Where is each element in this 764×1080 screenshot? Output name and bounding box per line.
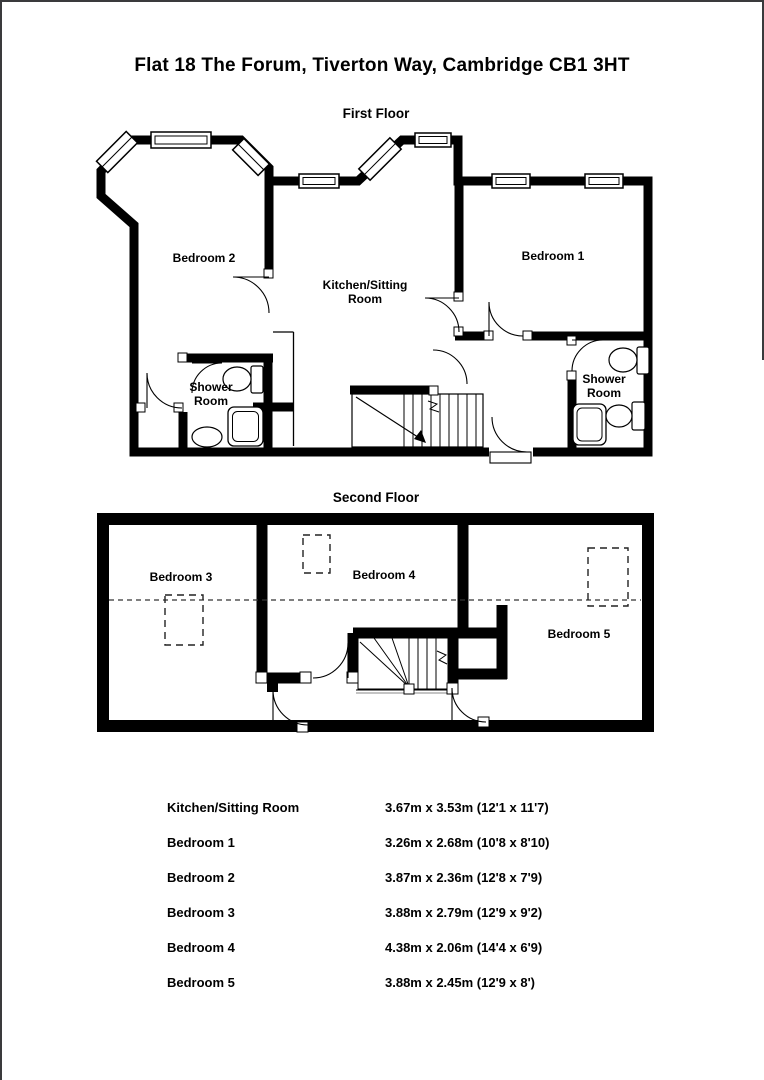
toilet-symbol [609, 347, 649, 374]
window-symbol [415, 133, 451, 147]
entrance-door-leaf [490, 452, 531, 463]
room-label-shower-right-line2: Room [587, 386, 621, 400]
window-symbol [299, 174, 339, 188]
roof-window-symbol [588, 548, 628, 606]
shower-symbol [573, 404, 606, 445]
cupboard-symbol [273, 332, 294, 446]
window-symbol [359, 138, 401, 180]
room-size: 3.26m x 2.68m (10'8 x 8'10) [385, 835, 550, 850]
second-floor-heading: Second Floor [332, 490, 420, 505]
room-label-bedroom4: Bedroom 4 [352, 568, 416, 582]
window-symbol [151, 132, 211, 148]
dimensions-table [167, 790, 727, 1000]
room-label-bedroom3: Bedroom 3 [149, 570, 213, 584]
room-name: Bedroom 1 [167, 835, 235, 850]
room-name: Kitchen/Sitting Room [167, 800, 300, 815]
basin-symbol [606, 402, 645, 430]
second-floor-plan [103, 519, 648, 732]
table-row [167, 860, 727, 895]
window-symbol [585, 174, 623, 188]
room-label-shower-right-line1: Shower [582, 372, 626, 386]
room-size: 3.88m x 2.45m (12'9 x 8') [385, 975, 536, 990]
table-row [167, 825, 727, 860]
room-name: Bedroom 4 [167, 940, 235, 955]
window-symbol [492, 174, 530, 188]
room-label-shower-left-line1: Shower [189, 380, 233, 394]
room-size: 3.67m x 3.53m (12'1 x 11'7) [385, 800, 549, 815]
window-symbol [96, 131, 137, 172]
basin-symbol [192, 427, 222, 447]
room-label-kitchen-line1: Kitchen/Sitting [322, 278, 408, 292]
page-title: Flat 18 The Forum, Tiverton Way, Cambridge CB1 3HT [134, 55, 630, 76]
table-row [167, 790, 727, 825]
table-row [167, 965, 727, 1000]
room-name: Bedroom 2 [167, 870, 235, 885]
table-row [167, 895, 727, 930]
roof-window-symbol [165, 595, 203, 645]
room-label-kitchen-line2: Room [348, 292, 382, 306]
room-label-bedroom2: Bedroom 2 [172, 251, 236, 265]
room-size: 3.87m x 2.36m (12'8 x 7'9) [385, 870, 543, 885]
first-floor-plan [96, 131, 652, 463]
room-label-bedroom1: Bedroom 1 [521, 249, 585, 263]
room-size: 4.38m x 2.06m (14'4 x 6'9) [385, 940, 543, 955]
room-label-bedroom5: Bedroom 5 [547, 627, 611, 641]
roof-window-symbol [303, 535, 330, 573]
room-name: Bedroom 3 [167, 905, 235, 920]
shower-symbol [228, 407, 263, 446]
room-label-shower-left-line2: Room [194, 394, 228, 408]
room-name: Bedroom 5 [167, 975, 235, 990]
wall-outline [103, 519, 648, 726]
first-floor-heading: First Floor [342, 106, 410, 121]
stairs-symbol [352, 394, 483, 447]
room-size: 3.88m x 2.79m (12'9 x 9'2) [385, 905, 543, 920]
table-row [167, 930, 727, 965]
